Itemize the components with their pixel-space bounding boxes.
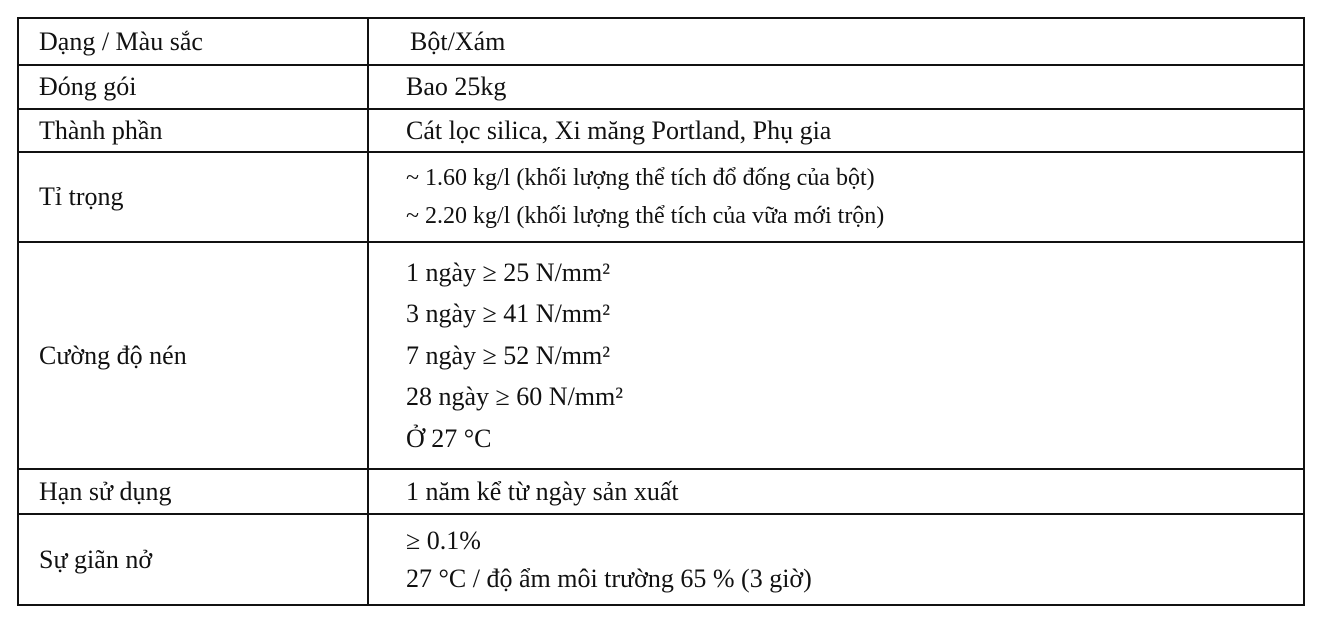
value-line: 28 ngày ≥ 60 N/mm² — [406, 382, 624, 412]
value-line: 27 °C / độ ẩm môi trường 65 % (3 giờ) — [406, 563, 812, 593]
row-value — [368, 109, 1304, 152]
value-line: Bột/Xám — [410, 26, 506, 56]
row-label: Thành phần — [18, 109, 368, 152]
row-value — [368, 514, 1304, 605]
table-row-shelf-life — [18, 469, 1304, 514]
table-row-composition — [18, 109, 1304, 152]
row-label: Hạn sử dụng — [18, 469, 368, 514]
row-value — [368, 469, 1304, 514]
table-row-expansion — [18, 514, 1304, 605]
row-label: Dạng / Màu sắc — [18, 18, 368, 65]
value-line: ~ 1.60 kg/l (khối lượng thể tích đổ đống của bột) — [406, 165, 875, 191]
table-row-density — [18, 152, 1304, 242]
value-line: Cát lọc silica, Xi măng Portland, Phụ gia — [406, 115, 832, 145]
value-line: 1 ngày ≥ 25 N/mm² — [406, 257, 611, 287]
row-label: Cường độ nén — [18, 242, 368, 469]
row-value — [368, 152, 1304, 242]
row-label: Sự giãn nở — [18, 514, 368, 605]
row-value — [368, 242, 1304, 469]
value-line: Bao 25kg — [406, 72, 507, 101]
value-line: 7 ngày ≥ 52 N/mm² — [406, 340, 611, 370]
table-row-form-color — [18, 18, 1304, 65]
value-line: 1 năm kể từ ngày sản xuất — [406, 476, 679, 506]
table-row-compressive-strength — [18, 242, 1304, 469]
value-line: ~ 2.20 kg/l (khối lượng thể tích của vữa mới trộn) — [406, 203, 885, 229]
value-line: ≥ 0.1% — [406, 525, 481, 555]
row-value — [368, 18, 1304, 65]
product-spec-table — [17, 17, 1305, 606]
row-label: Đóng gói — [18, 65, 368, 109]
value-line: 3 ngày ≥ 41 N/mm² — [406, 299, 611, 329]
row-label: Tỉ trọng — [18, 152, 368, 242]
row-value — [368, 65, 1304, 109]
value-line: Ở 27 °C — [406, 423, 492, 453]
table-row-packaging — [18, 65, 1304, 109]
